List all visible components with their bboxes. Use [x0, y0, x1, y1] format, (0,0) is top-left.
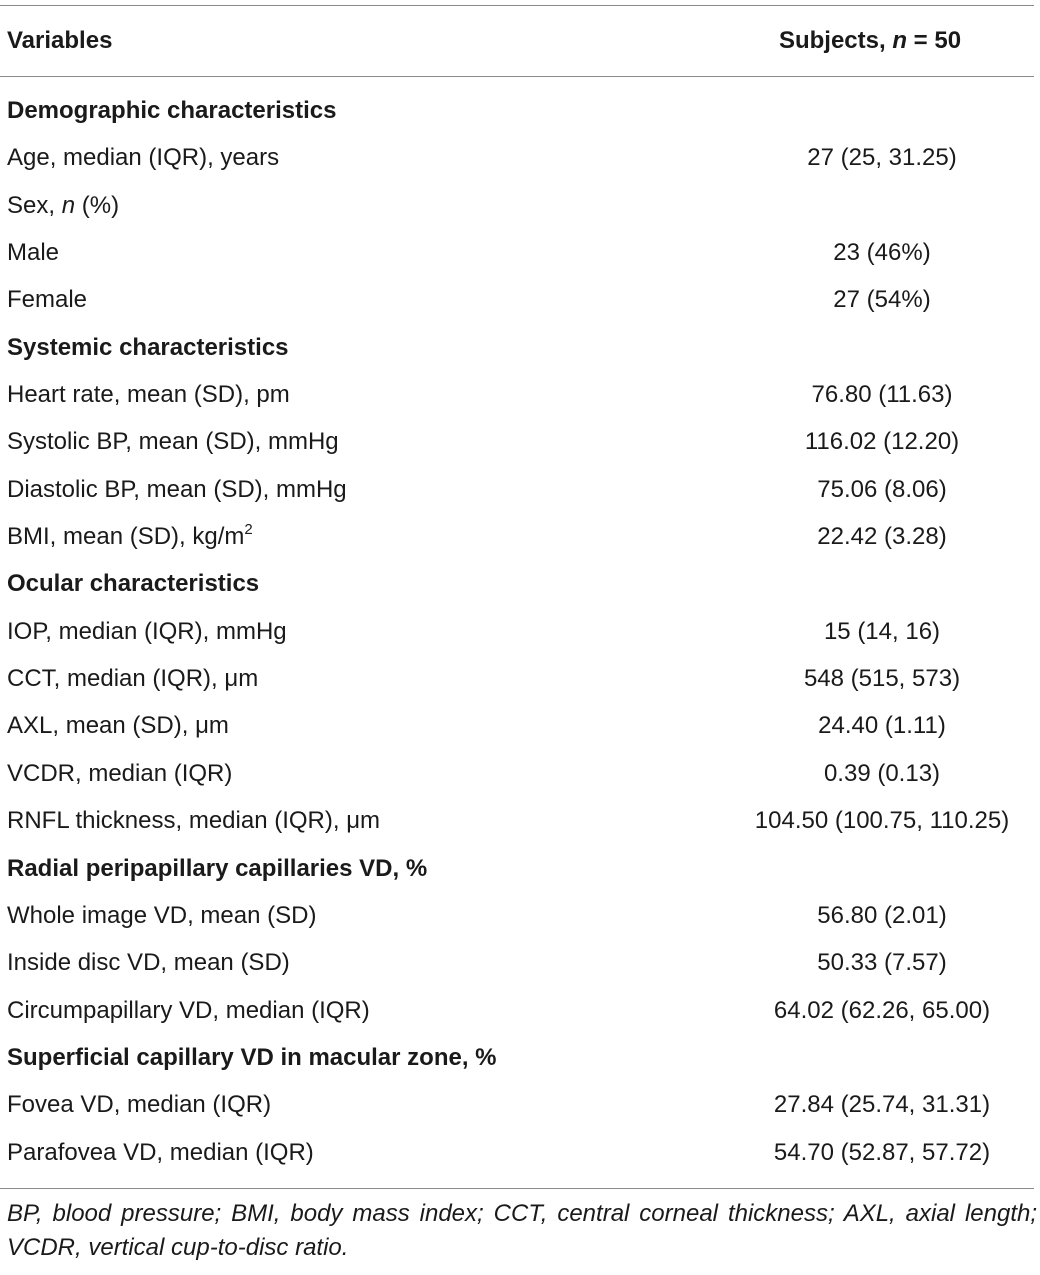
- row-label-text: Demographic characteristics: [7, 97, 337, 124]
- row-label-text: Radial peripapillary capillaries VD, %: [7, 854, 428, 882]
- row-value: 27.84 (25.74, 31.31): [773, 1091, 991, 1119]
- row-value: 54.70 (52.87, 57.72): [773, 1138, 991, 1166]
- row-label: [7, 1088, 271, 1122]
- table-row: [0, 230, 1040, 277]
- row-value: 27 (54%): [833, 286, 931, 314]
- table-row: [0, 940, 1040, 987]
- row-label: [7, 1136, 314, 1170]
- table-row: [0, 893, 1040, 940]
- table-row: [0, 1082, 1040, 1129]
- header-subjects-n: n: [892, 27, 907, 54]
- table-row: [0, 467, 1040, 514]
- row-label: [7, 804, 380, 838]
- header-subjects-suffix: = 50: [907, 27, 962, 54]
- row-label: [7, 946, 290, 980]
- row-label-text: Age, median (IQR), years: [7, 144, 280, 172]
- section-row: [0, 88, 1040, 135]
- row-label: [7, 378, 290, 412]
- row-label-text: Diastolic BP, mean (SD), mmHg: [7, 475, 347, 503]
- row-value: 50.33 (7.57): [817, 949, 947, 977]
- table-row: [0, 703, 1040, 750]
- table-body: [0, 88, 1040, 1177]
- header-subjects-prefix: Subjects,: [778, 27, 893, 54]
- row-label: [7, 615, 287, 649]
- row-value: 548 (515, 573): [803, 665, 961, 693]
- table-row: [0, 656, 1040, 703]
- row-label-superscript: 2: [244, 521, 253, 539]
- row-label-text: Whole image VD, mean (SD): [7, 901, 317, 929]
- table-row: [0, 183, 1040, 230]
- row-value: 0.39 (0.13): [823, 759, 941, 787]
- row-value: 27 (25, 31.25): [807, 144, 957, 172]
- section-heading: [7, 331, 289, 365]
- table-bottom-rule: [0, 1188, 1034, 1189]
- table-row: [0, 372, 1040, 419]
- table-top-rule: [0, 5, 1034, 6]
- row-label-text: AXL, mean (SD), μm: [7, 712, 229, 740]
- table-row: [0, 419, 1040, 466]
- row-label: [7, 141, 279, 175]
- section-row: [0, 846, 1040, 893]
- section-heading: [7, 567, 259, 601]
- section-heading: [7, 94, 336, 128]
- row-label: [7, 994, 370, 1028]
- row-value: 104.50 (100.75, 110.25): [754, 807, 1010, 835]
- row-label-text: Sex,: [7, 191, 62, 219]
- header-subjects: [740, 24, 1000, 58]
- row-label-text: Circumpapillary VD, median (IQR): [7, 996, 370, 1024]
- table-row: [0, 609, 1040, 656]
- row-label: [7, 425, 339, 459]
- header-variables: Variables: [7, 27, 113, 54]
- row-label: [7, 709, 229, 743]
- row-label-text: Male: [7, 239, 60, 267]
- row-label: [7, 473, 347, 507]
- row-value: 24.40 (1.11): [818, 712, 946, 740]
- row-label-text: Fovea VD, median (IQR): [7, 1091, 272, 1119]
- row-label-text: Heart rate, mean (SD), pm: [7, 381, 290, 409]
- table-row: [0, 798, 1040, 845]
- row-label-suffix: (%): [75, 191, 120, 219]
- row-value: 23 (46%): [833, 239, 931, 267]
- table-row: [0, 1130, 1040, 1177]
- row-value: 116.02 (12.20): [804, 428, 960, 456]
- row-label-text: Ocular characteristics: [7, 570, 260, 598]
- table-header-rule: [0, 76, 1034, 77]
- row-label-text: IOP, median (IQR), mmHg: [7, 617, 287, 645]
- section-row: [0, 325, 1040, 372]
- row-label-text: VCDR, median (IQR): [7, 759, 233, 787]
- table-row: [0, 135, 1040, 182]
- row-label-text: BMI, mean (SD), kg/m: [7, 523, 245, 551]
- row-label: [7, 520, 253, 554]
- row-label: [7, 757, 232, 791]
- row-label-text: Systolic BP, mean (SD), mmHg: [7, 428, 339, 456]
- row-label-text: Parafovea VD, median (IQR): [7, 1138, 314, 1166]
- row-label-text: Female: [7, 286, 88, 314]
- table-row: [0, 514, 1040, 561]
- row-label-text: Systemic characteristics: [7, 333, 289, 361]
- row-value: 56.80 (2.01): [817, 901, 947, 929]
- row-label-text: Superficial capillary VD in macular zone, %: [7, 1043, 497, 1071]
- row-label: [7, 662, 258, 696]
- section-row: [0, 1035, 1040, 1082]
- row-label: [7, 236, 59, 270]
- row-label-text: Inside disc VD, mean (SD): [7, 949, 290, 977]
- row-label-text: CCT, median (IQR), μm: [7, 665, 259, 693]
- row-label: [7, 899, 316, 933]
- row-value: 64.02 (62.26, 65.00): [773, 996, 991, 1024]
- row-value: 75.06 (8.06): [817, 475, 947, 503]
- table-row: [0, 988, 1040, 1035]
- section-row: [0, 561, 1040, 608]
- row-label: [7, 189, 119, 223]
- table-row: [0, 277, 1040, 324]
- row-label-italic: n: [61, 191, 76, 219]
- row-label: [7, 283, 87, 317]
- row-label-text: RNFL thickness, median (IQR), μm: [7, 807, 381, 835]
- row-value: 76.80 (11.63): [811, 381, 953, 409]
- section-heading: [7, 1041, 497, 1075]
- row-value: 22.42 (3.28): [817, 523, 947, 551]
- section-heading: [7, 852, 427, 886]
- table-footnote: BP, blood pressure; BMI, body mass index; CCT, central corneal thickness; AXL, axial length; VCDR, vertical cup-to-disc ratio.: [7, 1200, 1037, 1261]
- table-row: [0, 751, 1040, 798]
- row-value: 15 (14, 16): [823, 617, 941, 645]
